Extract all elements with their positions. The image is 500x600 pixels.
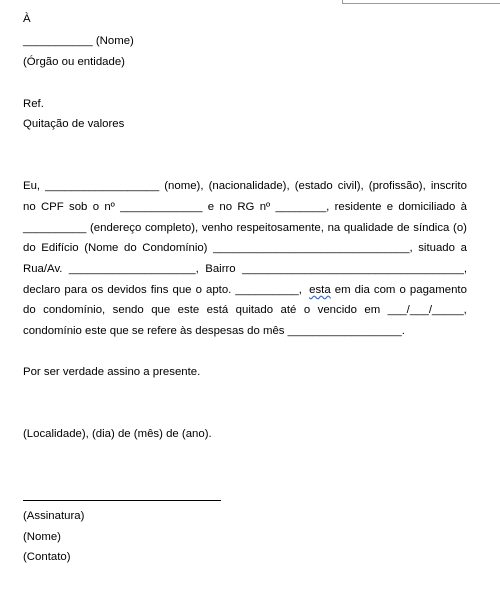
body-word: (nome), <box>164 180 204 192</box>
body-word: Bairro <box>205 263 236 275</box>
body-word: o <box>303 304 311 316</box>
body-word: que <box>151 304 171 316</box>
body-word: (nacionalidade), <box>208 180 290 192</box>
body-word-group <box>124 240 137 256</box>
body-word: ________, <box>275 201 330 213</box>
body-word-group <box>355 282 370 298</box>
body-word-group <box>213 240 413 256</box>
body-word: pagamento <box>409 284 467 296</box>
body-word-group <box>398 199 455 215</box>
signature-label: (Assinatura) <box>23 510 85 522</box>
body-line-5 <box>23 261 467 277</box>
body-word-group <box>335 282 351 298</box>
body-word-group <box>164 178 203 194</box>
body-word-group <box>64 282 87 298</box>
body-word: quitado <box>235 304 274 316</box>
body-line-6 <box>23 282 467 298</box>
body-word: (estado <box>294 180 333 192</box>
body-word: _______________________________, <box>213 242 413 254</box>
body-word: fins <box>150 284 169 296</box>
body-word-group <box>344 220 393 236</box>
recipient-name: (Nome) <box>95 35 134 47</box>
body-word: no <box>219 201 233 213</box>
body-line-3 <box>23 220 467 236</box>
body-word-group <box>113 302 144 318</box>
body-word: nº <box>259 201 271 213</box>
body-word-group <box>23 261 62 277</box>
body-word-group <box>151 282 169 298</box>
body-word: sendo <box>112 304 144 316</box>
body-word: (o) <box>453 222 467 234</box>
body-word-group <box>209 178 290 194</box>
body-text: condomínio este que se refere às despesas do mês __________________. <box>23 325 405 337</box>
signer-name: (Nome) <box>23 531 61 543</box>
body-word: do <box>23 242 36 254</box>
body-word-group <box>178 302 200 318</box>
body-word-group <box>328 220 341 236</box>
body-word: que <box>172 284 192 296</box>
body-word: está <box>206 304 229 316</box>
body-word: _____________ <box>120 201 203 213</box>
body-word: o <box>195 284 202 296</box>
body-word: civil), <box>337 180 364 192</box>
body-word-group <box>374 282 396 298</box>
body-word-group <box>397 220 410 236</box>
body-word-group <box>23 199 36 215</box>
extra-space <box>302 282 305 298</box>
body-word-group <box>400 282 406 298</box>
ref-subject: Quitação de valores <box>23 118 125 130</box>
body-word-group <box>23 240 36 256</box>
body-line-8 <box>23 323 467 339</box>
body-word: no <box>23 201 36 213</box>
body-word-group <box>45 178 159 194</box>
body-word-group <box>208 199 214 215</box>
body-word-group <box>295 178 333 194</box>
body-word: até <box>280 304 297 316</box>
body-word-group <box>142 240 207 256</box>
body-word-group <box>173 282 192 298</box>
body-word-group <box>145 220 198 236</box>
body-word: sob <box>69 201 88 213</box>
body-word-group <box>205 261 235 277</box>
body-word: __________, <box>235 284 302 296</box>
body-word: na <box>327 222 341 234</box>
body-word-group <box>23 282 60 298</box>
ref-label: Ref. <box>23 98 44 110</box>
body-line-4 <box>23 240 467 256</box>
body-word: ___/___/_____, <box>387 304 467 316</box>
body-word-group <box>23 302 36 318</box>
body-word: qualidade <box>343 222 394 234</box>
body-word-group <box>335 199 382 215</box>
body-word-group <box>69 199 87 215</box>
place-date: (Localidade), (dia) de (mês) de (ano). <box>23 428 212 440</box>
body-word: ___________________________________, <box>242 263 467 275</box>
body-word: domiciliado <box>398 201 456 213</box>
body-word-group <box>23 220 86 236</box>
body-word-group <box>41 240 78 256</box>
body-word-group <box>207 302 229 318</box>
body-word: __________ <box>23 222 87 234</box>
body-word-group <box>318 302 357 318</box>
body-word-group <box>260 199 271 215</box>
body-word-group <box>84 240 118 256</box>
body-word-group <box>309 282 331 298</box>
body-word: residente <box>334 201 382 213</box>
body-word-group <box>107 282 146 298</box>
body-word-group <box>91 282 103 298</box>
top-edge-box <box>342 0 500 4</box>
body-word: à <box>460 201 467 213</box>
body-word-group <box>413 220 449 236</box>
body-word: e <box>386 201 394 213</box>
body-word: venho <box>201 222 233 234</box>
body-word: com <box>373 284 396 296</box>
body-word: Edifício <box>41 242 79 254</box>
body-word-group <box>151 302 170 318</box>
body-word-group <box>120 199 202 215</box>
body-word: respeitosamente, <box>236 222 324 234</box>
body-word-group <box>202 220 233 236</box>
body-word: inscrito <box>430 180 467 192</box>
body-word: a <box>460 242 467 254</box>
body-word-group <box>235 282 305 298</box>
body-line-1 <box>23 178 467 194</box>
body-word: em <box>364 304 381 316</box>
body-word: de <box>396 222 410 234</box>
body-word-group <box>237 220 324 236</box>
body-word-group <box>281 302 297 318</box>
body-word-group <box>418 240 455 256</box>
signature-line <box>23 500 221 501</box>
body-line-2 <box>23 199 467 215</box>
body-word-group <box>275 199 329 215</box>
body-word: apto. <box>206 284 232 296</box>
body-word: síndica <box>413 222 450 234</box>
body-word: CPF <box>40 201 64 213</box>
body-word: (Nome <box>84 242 119 254</box>
body-word-group <box>104 199 115 215</box>
salutation: À <box>23 13 31 25</box>
recipient-blank: ___________ <box>23 35 93 47</box>
body-word: declaro <box>23 284 61 296</box>
body-word-group <box>219 199 232 215</box>
body-word-group <box>338 178 364 194</box>
body-word: condomínio, <box>43 304 106 316</box>
body-word-group <box>237 199 254 215</box>
body-word: Rua/Av. <box>23 263 63 275</box>
body-word-group <box>41 199 64 215</box>
body-word: ____________________, <box>68 263 199 275</box>
body-word-group <box>23 178 40 194</box>
body-word: completo), <box>144 222 199 234</box>
body-word: Eu, <box>23 180 41 192</box>
body-word-group <box>43 302 105 318</box>
body-word-group <box>90 220 141 236</box>
body-word: devidos <box>107 284 147 296</box>
signer-contact: (Contato) <box>23 551 71 563</box>
body-word: (endereço <box>90 222 142 234</box>
body-word-group <box>196 282 202 298</box>
body-word: e <box>207 201 215 213</box>
body-word-group <box>93 199 99 215</box>
body-word: em <box>334 284 351 296</box>
body-word: dia <box>354 284 370 296</box>
body-word: vencido <box>317 304 357 316</box>
body-word-group <box>236 302 273 318</box>
recipient-org: (Órgão ou entidade) <box>23 56 125 68</box>
body-word-group <box>69 261 199 277</box>
body-word-group <box>364 302 380 318</box>
body-line-7 <box>23 302 467 318</box>
body-word: os <box>91 284 104 296</box>
body-word: (profissão), <box>368 180 426 192</box>
body-word-group <box>304 302 310 318</box>
recipient-line <box>23 33 134 49</box>
spellcheck-flagged-word: esta <box>309 284 331 296</box>
body-word: situado <box>418 242 455 254</box>
body-word-group <box>387 199 393 215</box>
body-word-group <box>206 282 231 298</box>
body-word: o <box>399 284 406 296</box>
body-word: do <box>23 304 36 316</box>
body-word: nº <box>104 201 115 213</box>
body-word-group <box>369 178 426 194</box>
closing-statement: Por ser verdade assino a presente. <box>23 366 201 378</box>
body-word: do <box>124 242 137 254</box>
body-word: Condomínio) <box>142 242 208 254</box>
body-word: __________________ <box>45 180 160 192</box>
body-word: RG <box>237 201 255 213</box>
body-word: este <box>177 304 200 316</box>
body-word: para <box>64 284 88 296</box>
body-word: o <box>92 201 100 213</box>
